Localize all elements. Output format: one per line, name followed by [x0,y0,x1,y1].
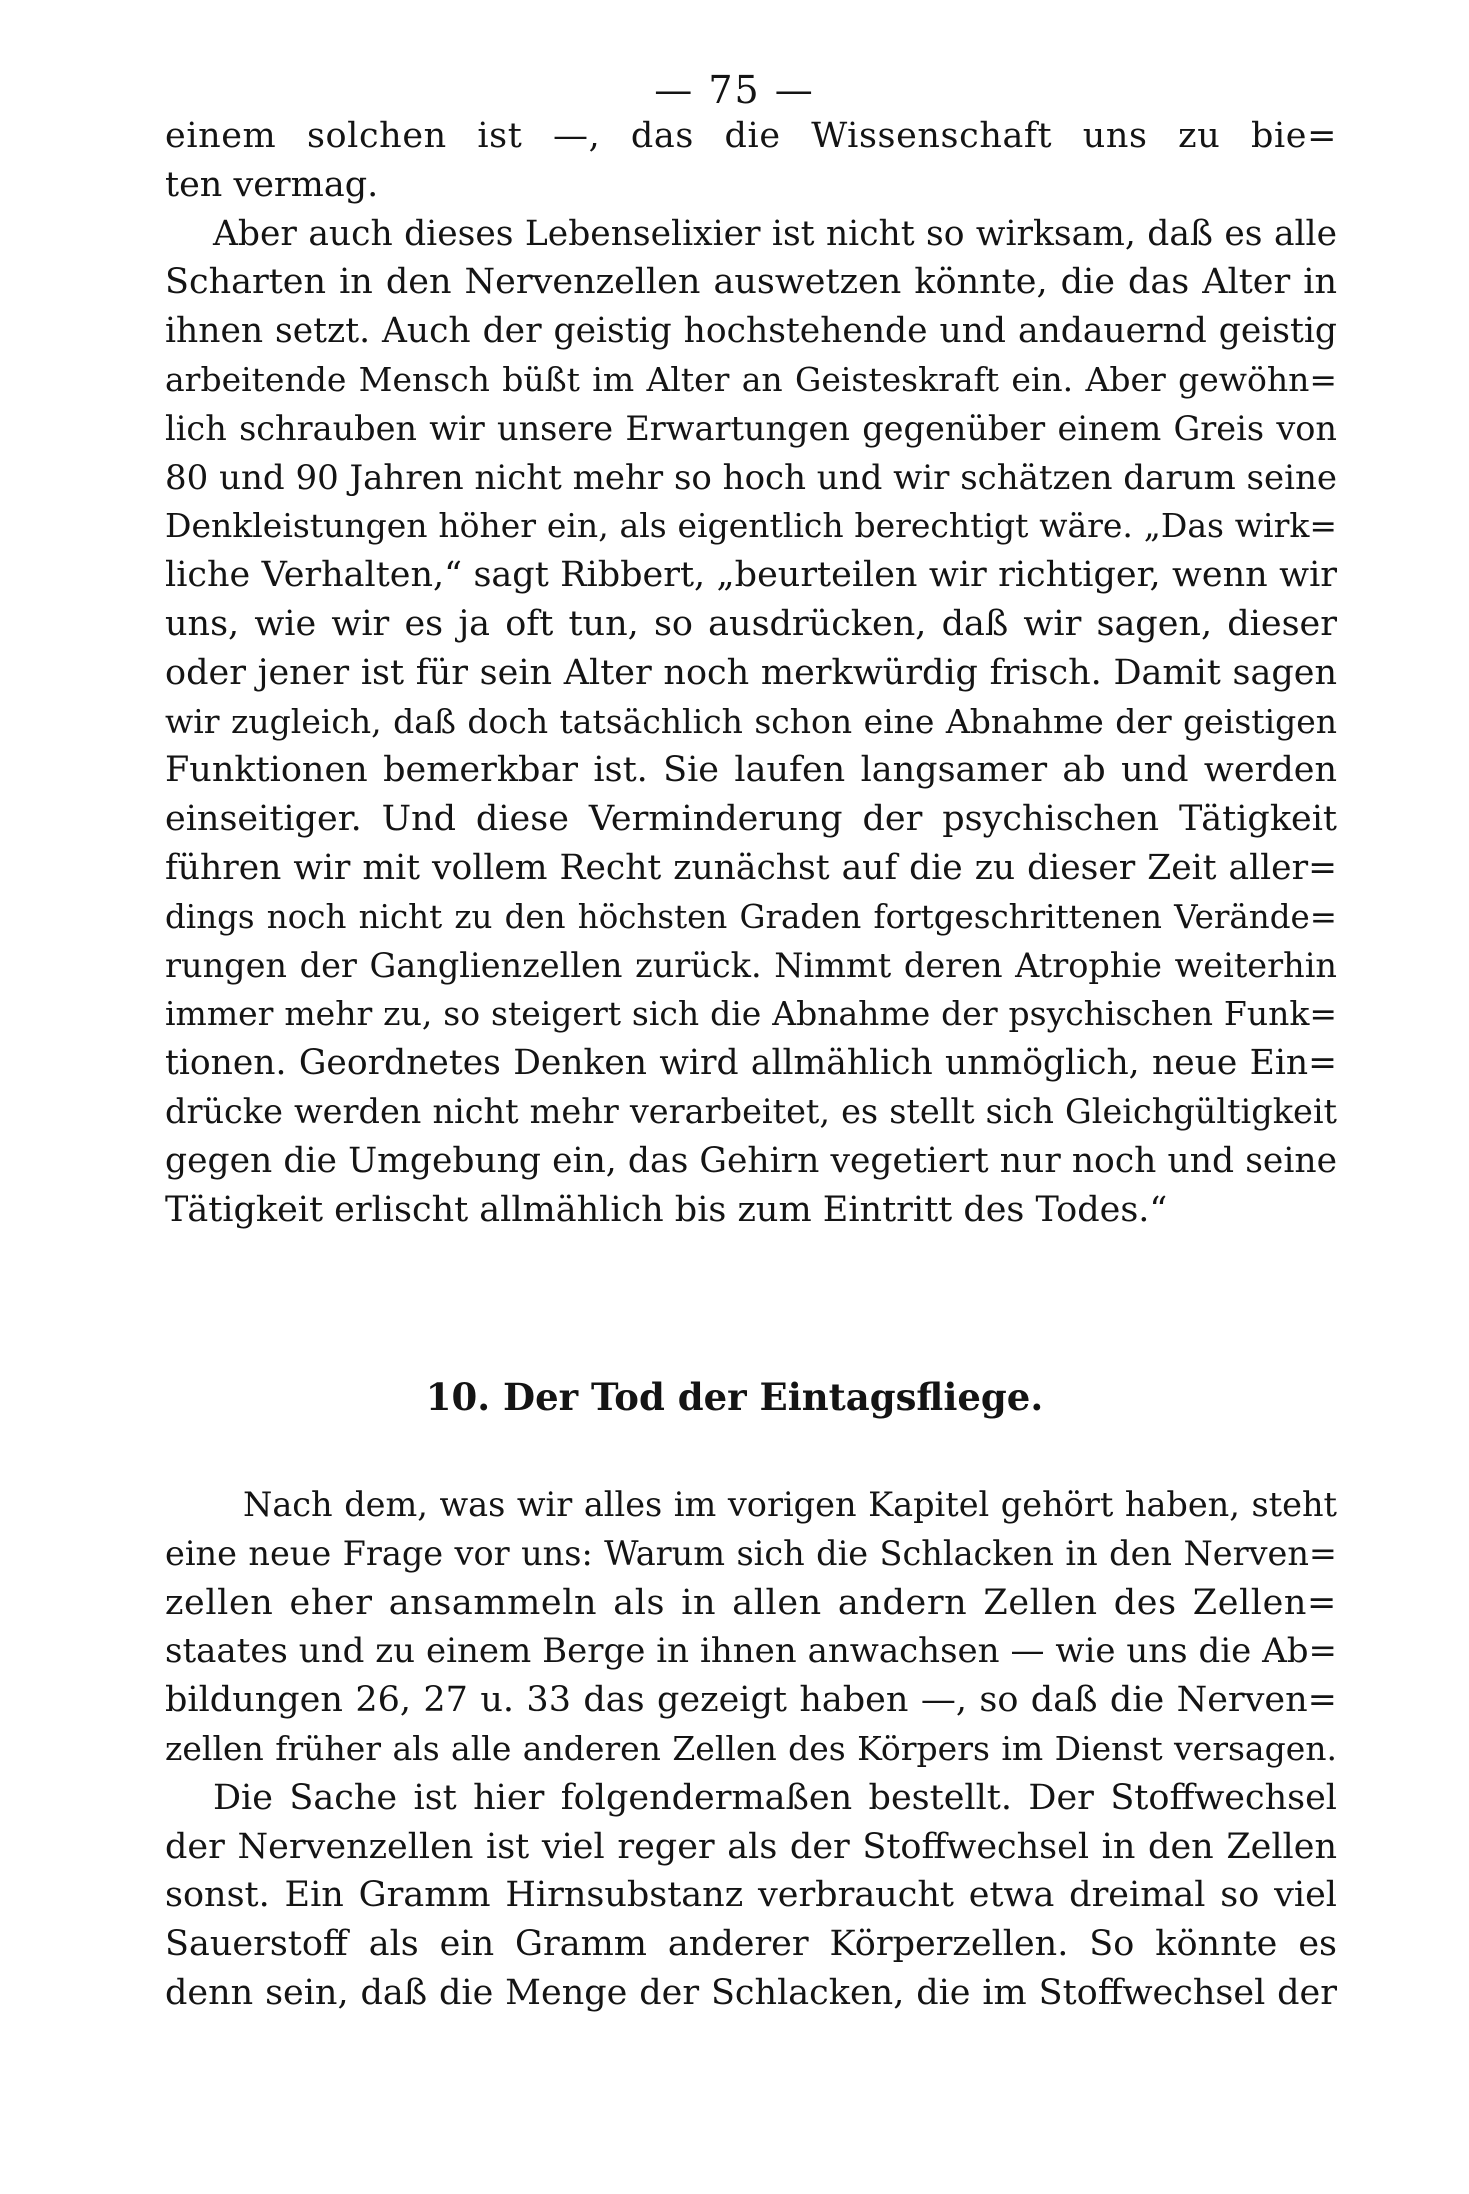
text-line: zellen früher als alle anderen Zellen des Körpers im Dienst versagen. [165,1728,1337,1768]
section-heading: 10. Der Tod der Eintagsfliege. [425,1375,1044,1419]
text-line: immer mehr zu, so steigert sich die Abnahme der psychischen Funk= [165,994,1337,1034]
text-line: dings noch nicht zu den höchsten Graden fortgeschrittenen Verände= [165,897,1337,936]
text-line: Tätigkeit erlischt allmählich bis zum Eintritt des Todes.“ [165,1189,1168,1230]
paragraph-first-line: Aber auch dieses Lebenselixier ist nicht so wirksam, daß es alle [213,213,1337,254]
text-line: Denkleistungen höher ein, als eigentlich berechtigt wäre. „Das wirk= [165,506,1337,546]
text-line: eine neue Frage vor uns: Warum sich die Schlacken in den Nerven= [165,1533,1337,1573]
text-line: wir zugleich, daß doch tatsächlich schon eine Abnahme der geistigen [165,701,1337,741]
text-line: staates und zu einem Berge in ihnen anwachsen — wie uns die Ab= [165,1631,1337,1672]
paragraph-first-line: Nach dem, was wir alles im vorigen Kapitel gehört haben, steht [243,1485,1337,1524]
text-line: zellen eher ansammeln als in allen andern Zellen des Zellen= [165,1582,1337,1623]
text-line: tionen. Geordnetes Denken wird allmählich unmöglich, neue Ein= [165,1043,1337,1084]
text-line: Funktionen bemerkbar ist. Sie laufen langsamer ab und werden [165,750,1337,791]
text-line: führen wir mit vollem Recht zunächst auf die zu dieser Zeit aller= [165,847,1337,888]
text-block-section-10 [165,1481,1337,2018]
text-line: liche Verhalten,“ sagt Ribbert, „beurteilen wir richtiger, wenn wir [165,555,1337,596]
text-line: der Nervenzellen ist viel reger als der Stoffwechsel in den Zellen [165,1826,1337,1867]
text-block-continuation [165,112,1337,1234]
text-line: sonst. Ein Gramm Hirnsubstanz verbraucht etwa dreimal so viel [165,1875,1337,1916]
text-line: 80 und 90 Jahren nicht mehr so hoch und wir schätzen darum seine [165,457,1337,498]
text-line: lich schrauben wir unsere Erwartungen gegenüber einem Greis von [165,408,1337,448]
paragraph-first-line: Die Sache ist hier folgendermaßen bestellt. Der Stoffwechsel [213,1777,1337,1818]
text-line: gegen die Umgebung ein, das Gehirn vegetiert nur noch und seine [165,1140,1337,1181]
text-line: arbeitende Mensch büßt im Alter an Geisteskraft ein. Aber gewöhn= [165,359,1337,399]
page-number: — 75 — [654,68,815,112]
text-line: oder jener ist für sein Alter noch merkwürdig frisch. Damit sagen [165,652,1337,693]
text-line: Scharten in den Nervenzellen auswetzen könnte, die das Alter in [165,262,1337,303]
text-line: uns, wie wir es ja oft tun, so ausdrücken, daß wir sagen, dieser [165,603,1337,644]
text-line: bildungen 26, 27 u. 33 das gezeigt haben —, so daß die Nerven= [165,1680,1337,1721]
text-line: ihnen setzt. Auch der geistig hochstehende und andauernd geistig [165,311,1337,352]
text-line: einem solchen ist —, das die Wissenschaft uns zu bie= [165,116,1337,156]
text-line: rungen der Ganglienzellen zurück. Nimmt deren Atrophie weiterhin [165,945,1337,985]
text-line: drücke werden nicht mehr verarbeitet, es stellt sich Gleichgültigkeit [165,1091,1337,1131]
text-line: ten vermag. [165,164,379,205]
text-line: denn sein, daß die Menge der Schlacken, die im Stoffwechsel der [165,1972,1337,2013]
text-line: Sauerstoff als ein Gramm anderer Körperzellen. So könnte es [165,1924,1337,1965]
text-line: einseitiger. Und diese Verminderung der psychischen Tätigkeit [165,799,1337,840]
